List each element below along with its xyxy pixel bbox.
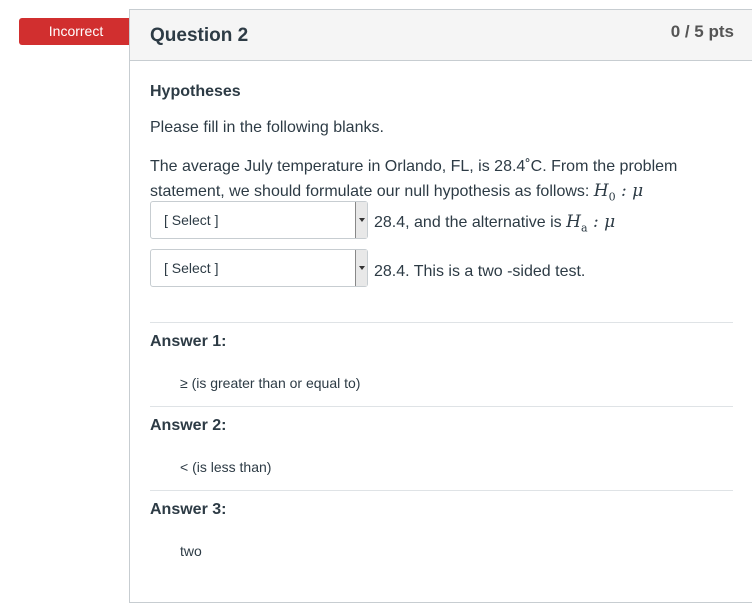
answer-1-value: ≥ (is greater than or equal to) bbox=[180, 375, 361, 391]
answer-3-value: two bbox=[180, 543, 202, 559]
answer-1-label: Answer 1: bbox=[150, 333, 227, 350]
select-1-value: [ Select ] bbox=[164, 212, 219, 228]
select-2-value: [ Select ] bbox=[164, 260, 219, 276]
divider bbox=[150, 490, 733, 491]
select-dropdown-2[interactable] bbox=[150, 249, 368, 287]
divider bbox=[150, 406, 733, 407]
answer-2-value: < (is less than) bbox=[180, 459, 272, 475]
question-title: Question 2 bbox=[150, 25, 249, 46]
divider bbox=[150, 322, 733, 323]
instruction-text: Please fill in the following blanks. bbox=[150, 119, 384, 136]
alternative-text: 28.4, and the alternative is $H_a$ : μ bbox=[374, 212, 616, 235]
stem-text: The average July temperature in Orlando, FL, is 28.4˚C. From the problem statement, we should formulate our null hypothesis as follows: bbox=[150, 158, 678, 200]
select-dropdown-1[interactable] bbox=[150, 201, 368, 239]
null-hypothesis-symbol: $H_0$ : μ bbox=[593, 181, 644, 204]
test-type-text: 28.4. This is a two -sided test. bbox=[374, 263, 586, 280]
chevron-down-icon[interactable] bbox=[355, 202, 367, 238]
alt-hypothesis-symbol: $H_a$ : μ bbox=[566, 212, 616, 235]
question-card bbox=[129, 9, 752, 603]
answer-3-label: Answer 3: bbox=[150, 501, 227, 518]
answer-2-label: Answer 2: bbox=[150, 417, 227, 434]
question-header bbox=[130, 10, 752, 61]
chevron-down-icon[interactable] bbox=[355, 250, 367, 286]
status-badge: Incorrect bbox=[19, 18, 137, 45]
question-points: 0 / 5 pts bbox=[670, 22, 734, 41]
question-heading: Hypotheses bbox=[150, 83, 241, 100]
